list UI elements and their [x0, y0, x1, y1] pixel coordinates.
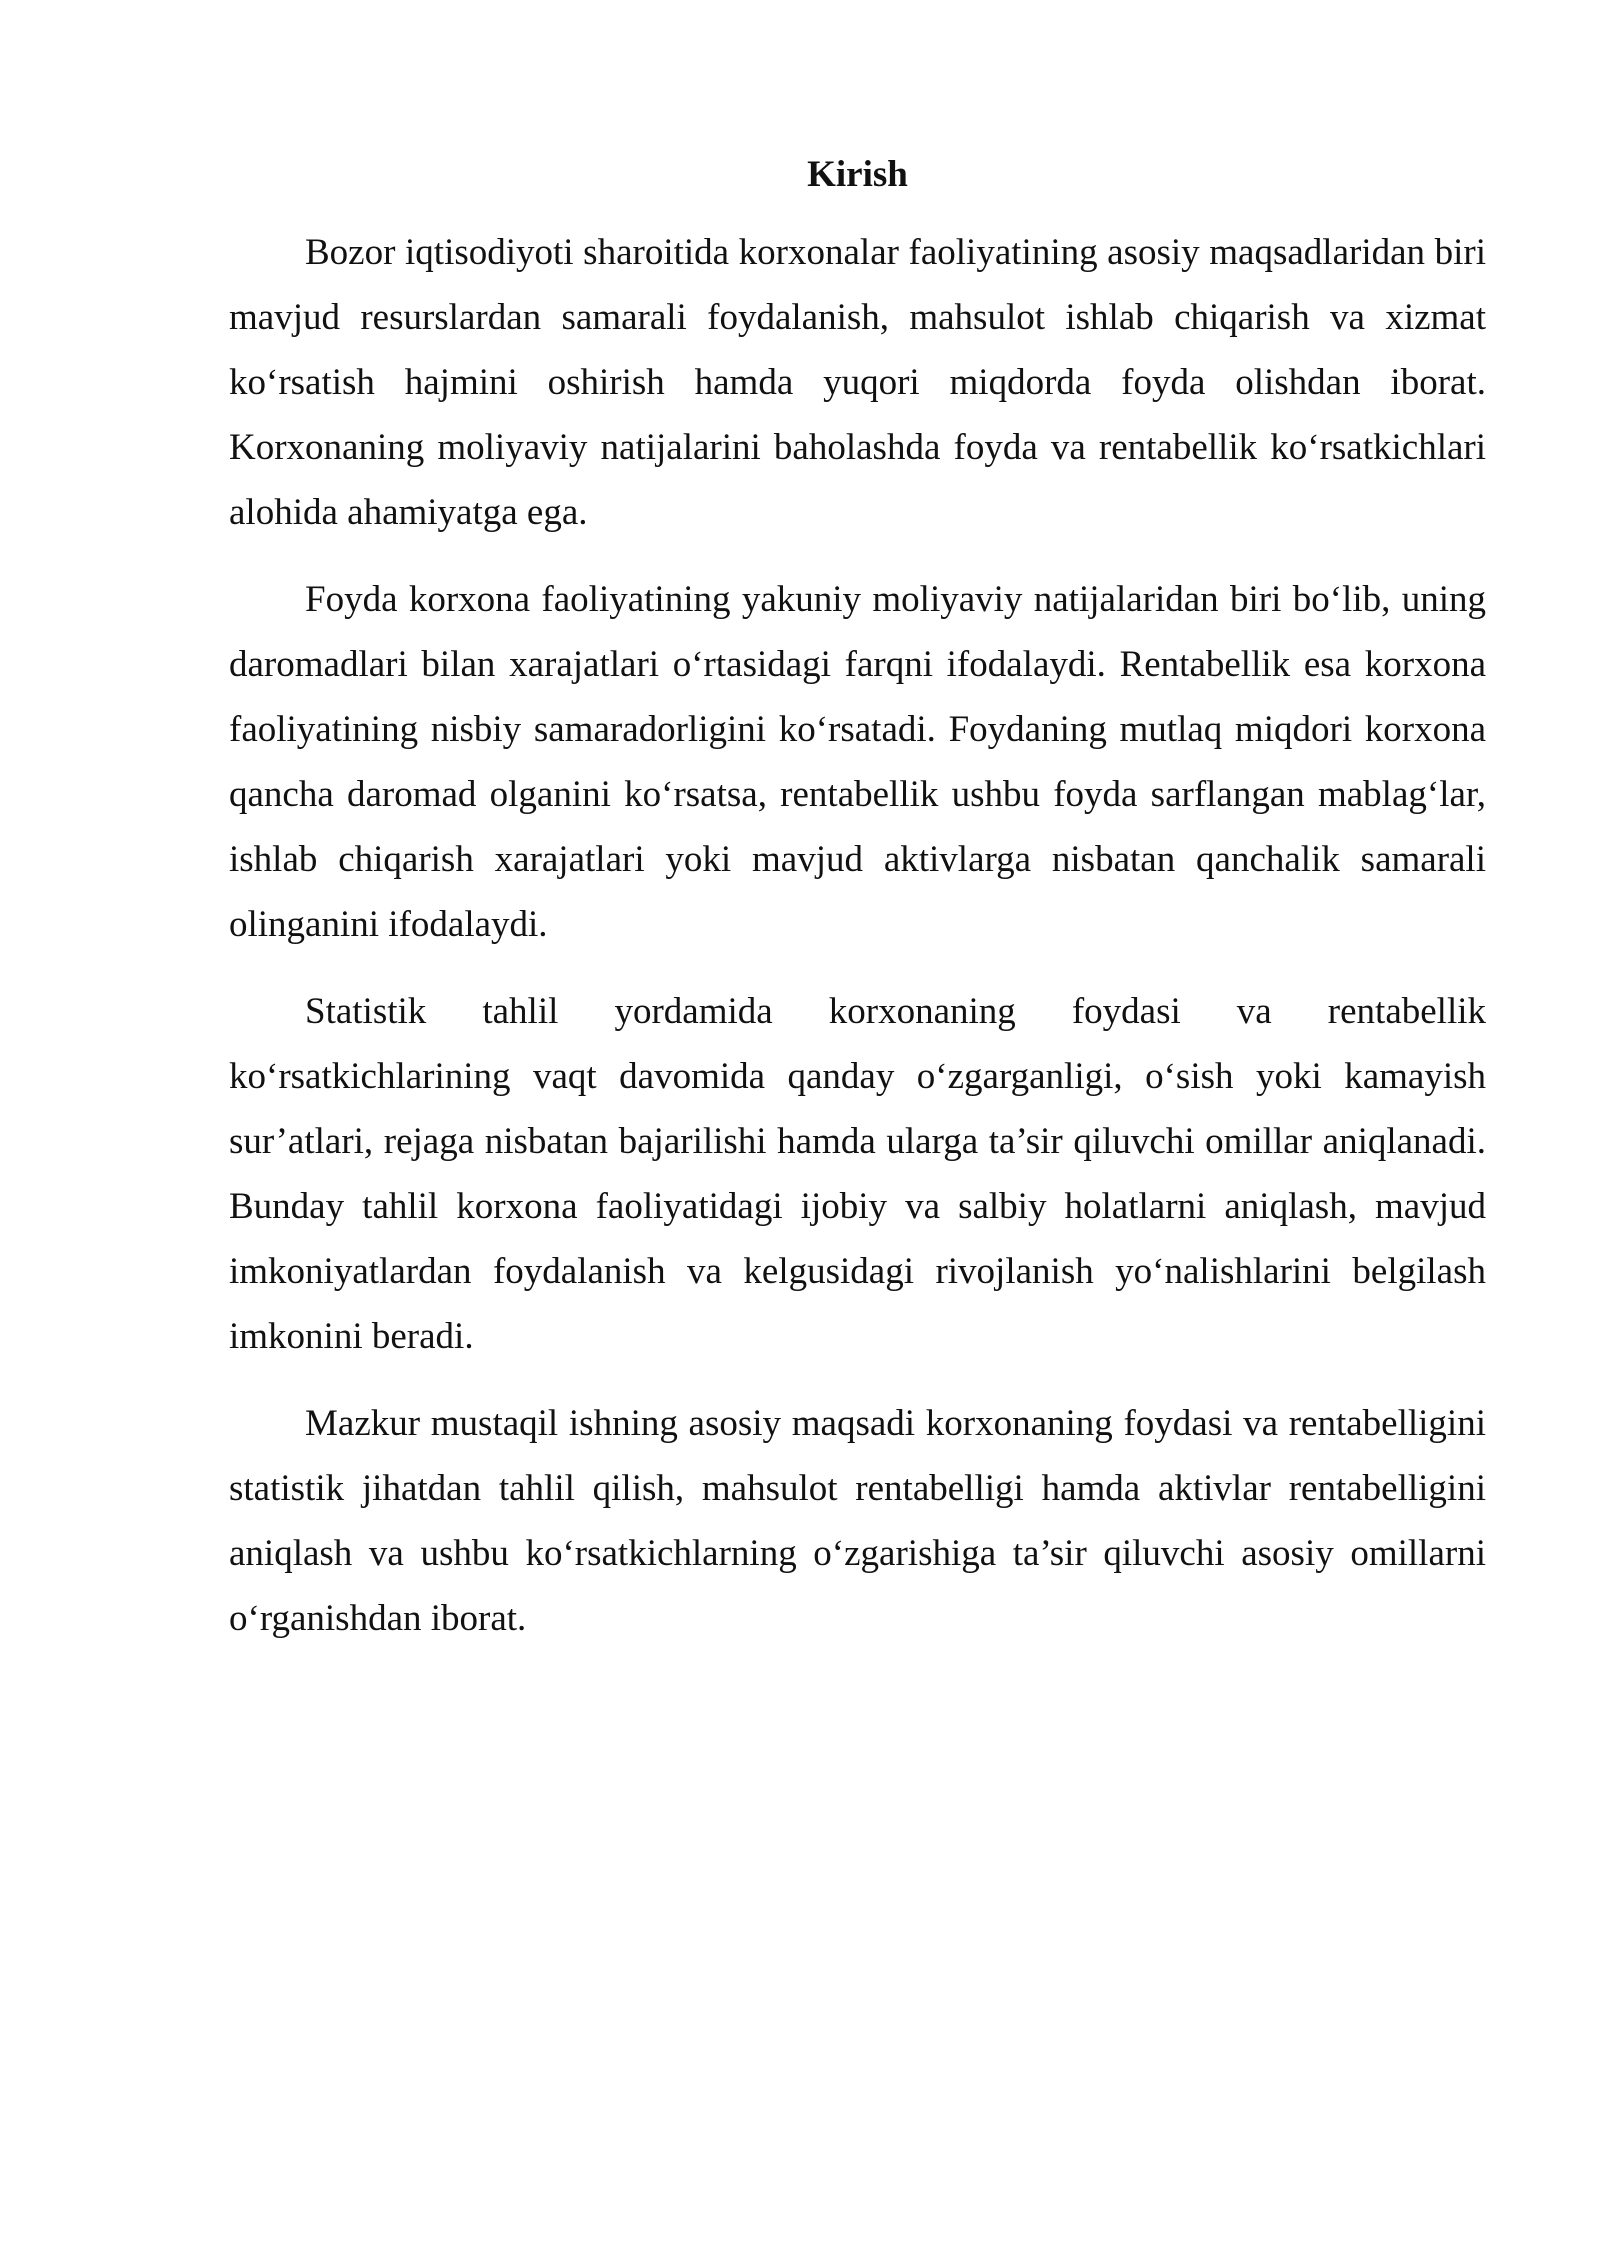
paragraph-1: Bozor iqtisodiyoti sharoitida korxonalar faoliyatining asosiy maqsadlaridan biri mavjud resurslardan samarali foydalanish, mahsulot ishlab chiqarish va xizmat ko‘rsatish hajmini oshirish hamda yuqori miqdorda foyda olishdan iborat. Korxonaning moliyaviy natijalarini baholashda foyda va rentabellik ko‘rsatkichlari alohida ahamiyatga ega. [229, 232, 1486, 533]
paragraph-4: Mazkur mustaqil ishning asosiy maqsadi korxonaning foydasi va rentabelligini statistik jihatdan tahlil qilish, mahsulot rentabelligi hamda aktivlar rentabelligini aniqlash va ushbu ko‘rsatkichlarning o‘zgarishiga ta’sir qiluvchi asosiy omillarni o‘rganishdan iborat. [229, 1403, 1486, 1639]
paragraph-3: Statistik tahlil yordamida korxonaning foydasi va rentabellik ko‘rsatkichlarining vaqt davomida qanday o‘zgarganligi, o‘sish yoki kamayish sur’atlari, rejaga nisbatan bajarilishi hamda ularga ta’sir qiluvchi omillar aniqlanadi. Bunday tahlil korxona faoliyatidagi ijobiy va salbiy holatlarni aniqlash, mavjud imkoniyatlardan foydalanish va kelgusidagi rivojlanish yo‘nalishlarini belgilash imkonini beradi. [229, 991, 1486, 1357]
paragraph-2: Foyda korxona faoliyatining yakuniy moliyaviy natijalaridan biri bo‘lib, uning daromadlari bilan xarajatlari o‘rtasidagi farqni ifodalaydi. Rentabellik esa korxona faoliyatining nisbiy samaradorligini ko‘rsatadi. Foydaning mutlaq miqdori korxona qancha daromad olganini ko‘rsatsa, rentabellik ushbu foyda sarflangan mablag‘lar, ishlab chiqarish xarajatlari yoki mavjud aktivlarga nisbatan qanchalik samarali olinganini ifodalaydi. [229, 579, 1486, 945]
document-body [229, 150, 1486, 1673]
page-title: Kirish [807, 154, 908, 195]
